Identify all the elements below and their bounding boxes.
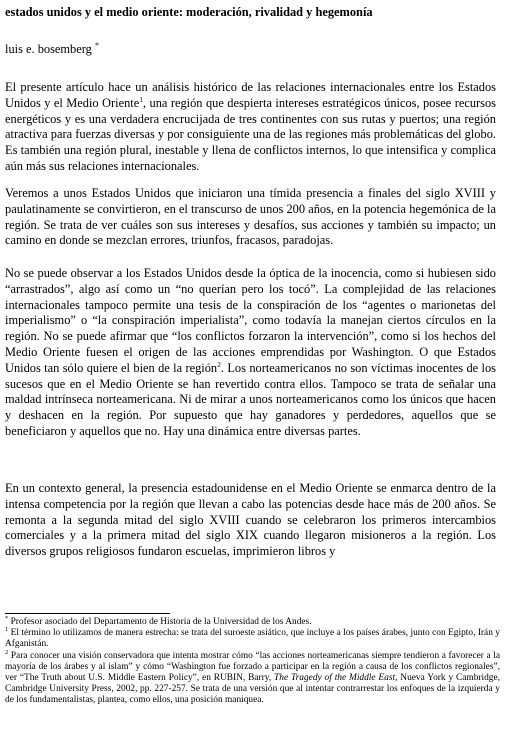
author-name: luis e. bosemberg <box>5 42 92 57</box>
footnote-1-text: El término lo utilizamos de manera estrecha: se trata del suroeste asiático, que incluye a los países árabes, junto con Egipto, Irán y Afganistán. <box>5 628 500 650</box>
paragraph-1 <box>5 80 496 175</box>
footnote-author-marker: * <box>5 614 9 622</box>
paragraph-1-text-a: El presente artículo hace un análisis histórico de las relaciones internacionales entre los Estados Unidos y el Medio Oriente <box>5 80 496 110</box>
footnote-ref-2[interactable]: 2 <box>217 359 221 369</box>
paragraph-3-text-b: . Los norteamericanos no son víctimas inocentes de los sucesos que en el Medio Oriente se han revertido contra ellos. Tampoco se trata de señalar una maldad intrínseca norteamericana. Ni de mirar a unos norteamericanos como los únicos que hacen y deshacen en la región. Por supuesto que hay ganadores y perdedores, aquellos que se beneficiaron y aquellos que no. Hay una dinámica entre diversas partes. <box>5 360 496 438</box>
paragraph-2: Veremos a unos Estados Unidos que iniciaron una tímida presencia a finales del siglo XVIII y paulatinamente se convirtieron, en el transcurso de unos 200 años, en la potencia hegemónica de la región. Se trata de ver cuáles son sus intereses y desafíos, sus acciones y también su impacto; un camino en donde se mezclan errores, triunfos, fracasos, paradojas. <box>5 186 496 248</box>
author-footnote-marker[interactable]: * <box>94 41 99 50</box>
footnote-2-text-a: Para conocer una visión conservadora que intenta mostrar cómo “las acciones norteamericanas siempre tendieron a favorecer a la mayoría de los árabes y al islam” y cómo “Washington fue forzado a participar en la región a causa de los conflictos regionales”, ver “The Truth about U.S. Middle Eastern Policy”, en RUBIN, Barry, <box>5 650 500 684</box>
footnotes <box>5 614 500 707</box>
footnote-1-marker: 1 <box>5 626 9 634</box>
paragraph-4: En un contexto general, la presencia estadounidense en el Medio Oriente se enmarca dentro de la intensa competencia por la región que llevan a cabo las potencias desde hace más de 200 años. Se remonta a la segunda mitad del siglo XVIII cuando se celebraron los primeros intercambios comerciales y a la primera mitad del siglo XIX cuando llegaron misioneros a la región. Los diversos grupos religiosos fundaron escuelas, imprimieron libros y <box>5 481 496 559</box>
footnote-author <box>5 614 500 628</box>
article-title: estados unidos y el medio oriente: moderación, rivalidad y hegemonía <box>5 5 373 19</box>
footnote-2 <box>5 648 500 707</box>
footnote-separator <box>5 613 170 614</box>
paragraph-3 <box>5 266 496 440</box>
footnote-ref-1[interactable]: 1 <box>139 94 143 104</box>
author-line <box>5 41 99 57</box>
paragraph-1-text-b: , una región que despierta intereses estratégicos únicos, posee recursos energéticos y es una verdadera encrucijada de tres continentes con sus rutas y puertos; una región atractiva para fuerzas diversas y por consiguiente una de las regiones más problemáticas del globo. Es también una región plural, inestable y llena de conflictos internos, lo que intensifica y complica aún más sus relaciones internacionales. <box>5 95 496 173</box>
paragraph-3-text-a: No se puede observar a los Estados Unidos desde la óptica de la inocencia, como si hubiesen sido “arrastrados”, algo así como un “no querían pero los tocó”. La complejidad de las relaciones internacionales tampoco permite una tesis de la conspiración de los “agentes o marionetas del imperialismo” o “la conspiración imperialista”, como todavía la manejan ciertos círculos en la región. No se puede afirmar que “los conflictos forzaron la intervención”, como si los hechos del Medio Oriente fuesen el origen de las acciones emprendidas por Washington. O que Estados Unidos tan sólo quiere el bien de la región <box>5 266 496 375</box>
footnote-2-text-b: , Nueva York y Cambridge, Cambridge University Press, 2002, pp. 227-257. Se trata de una versión que al intentar contrarrestar los enfoques de la izquierda y de los fundamentalistas, plantea, como ellos, una posición maniquea. <box>5 673 500 706</box>
footnote-1 <box>5 628 500 650</box>
footnote-author-text: Profesor asociado del Departamento de Historia de la Universidad de los Andes. <box>8 617 312 627</box>
footnote-2-book-title: The Tragedy of the Middle East <box>274 673 396 684</box>
footnote-2-marker: 2 <box>5 648 9 656</box>
